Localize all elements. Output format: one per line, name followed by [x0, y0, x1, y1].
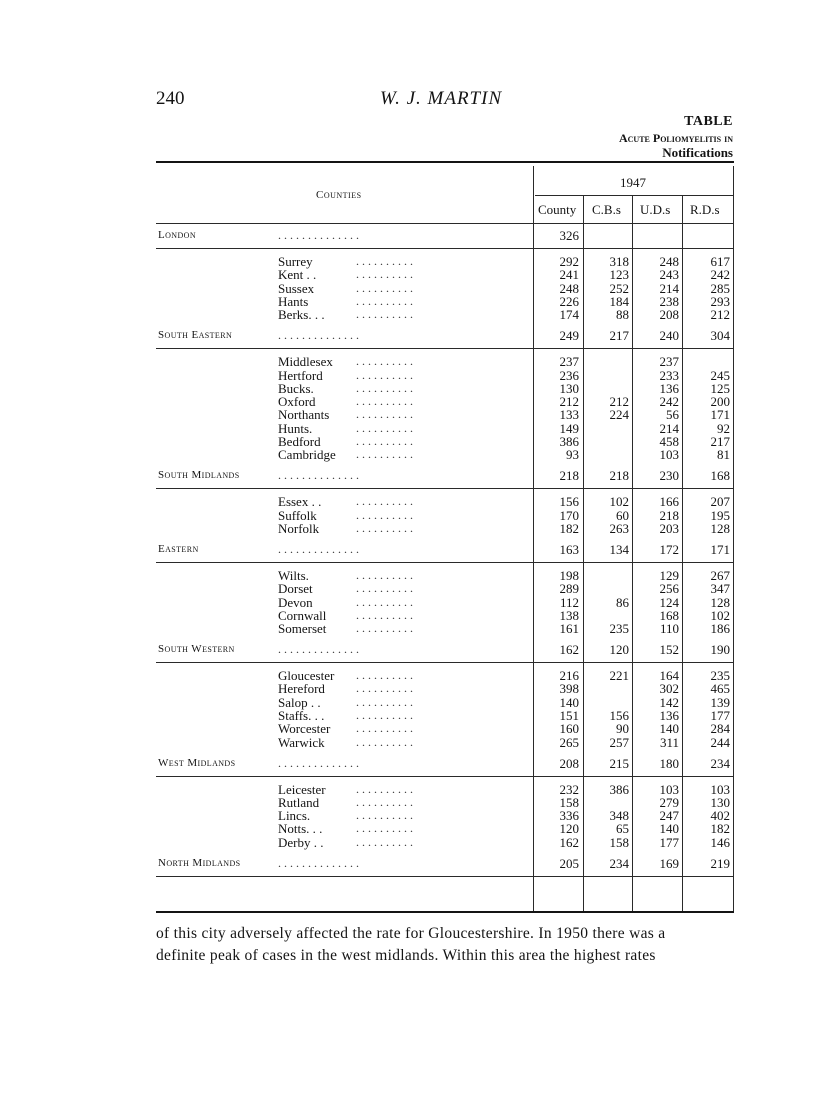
dot-leader: . . . . . . . . . .	[356, 508, 413, 522]
cell-rds: 190	[710, 642, 730, 657]
body-text-line-1: of this city adversely affected the rate for Gloucestershire. In 1950 there was a	[156, 925, 666, 942]
cell-rds: 168	[710, 468, 730, 483]
cell-rds: 217	[710, 434, 730, 449]
cell-rds: 207	[710, 494, 730, 509]
cell-uds: 172	[659, 542, 679, 557]
dot-leader: . . . . . . . . . .	[356, 354, 413, 368]
dot-leader: . . . . . . . . . .	[356, 821, 413, 835]
cell-rds: 617	[710, 254, 730, 269]
dot-leader: . . . . . . . . . .	[356, 254, 413, 268]
dot-leader: . . . . . . . . . .	[356, 407, 413, 421]
cell-rds: 244	[710, 735, 730, 750]
cell-cbs: 235	[609, 621, 629, 636]
cell-uds: 233	[659, 368, 679, 383]
cell-uds: 136	[659, 381, 679, 396]
dot-leader: . . . . . . . . . . . . . .	[278, 642, 359, 656]
cell-cbs: 184	[609, 294, 629, 309]
cell-county: 160	[559, 721, 579, 736]
cell-county: 112	[559, 595, 579, 610]
cell-rds: 130	[710, 795, 730, 810]
cell-uds: 242	[659, 394, 679, 409]
cell-uds: 103	[659, 447, 679, 462]
cell-uds: 164	[659, 668, 679, 683]
dot-leader: . . . . . . . . . .	[356, 394, 413, 408]
dot-leader: . . . . . . . . . . . . . .	[278, 228, 359, 242]
cell-county: 133	[559, 407, 579, 422]
year-underline	[535, 195, 734, 196]
cell-uds: 152	[659, 642, 679, 657]
cell-county: 249	[559, 328, 579, 343]
cell-uds: 136	[659, 708, 679, 723]
county-label: Rutland	[278, 795, 320, 810]
cell-rds: 200	[710, 394, 730, 409]
county-label: Worcester	[278, 721, 331, 736]
cell-cbs: 224	[609, 407, 629, 422]
dot-leader: . . . . . . . . . .	[356, 421, 413, 435]
county-label: Notts. . .	[278, 821, 323, 836]
cell-county: 163	[559, 542, 579, 557]
cell-rds: 171	[710, 407, 730, 422]
cell-cbs: 218	[609, 468, 629, 483]
cell-cbs: 318	[609, 254, 629, 269]
cell-county: 161	[559, 621, 579, 636]
page-number: 240	[156, 88, 185, 109]
cell-uds: 129	[659, 568, 679, 583]
column-divider	[583, 195, 584, 911]
cell-county: 216	[559, 668, 579, 683]
cell-uds: 237	[659, 354, 679, 369]
cell-county: 236	[559, 368, 579, 383]
cell-rds: 128	[710, 595, 730, 610]
cell-county: 232	[559, 782, 579, 797]
dot-leader: . . . . . . . . . . . . . .	[278, 542, 359, 556]
county-label: Cambridge	[278, 447, 336, 462]
cell-county: 138	[559, 608, 579, 623]
col-header-county: County	[538, 202, 577, 217]
county-label: Northants	[278, 407, 330, 422]
cell-uds: 238	[659, 294, 679, 309]
cell-uds: 177	[659, 835, 679, 850]
cell-cbs: 120	[609, 642, 629, 657]
dot-leader: . . . . . . . . . . . . . .	[278, 328, 359, 342]
column-divider	[733, 166, 734, 911]
region-label: North Midlands	[158, 857, 241, 869]
cell-rds: 186	[710, 621, 730, 636]
dot-leader: . . . . . . . . . .	[356, 595, 413, 609]
counties-header: Counties	[316, 189, 362, 201]
cell-county: 398	[559, 681, 579, 696]
cell-county: 289	[559, 581, 579, 596]
dot-leader: . . . . . . . . . .	[356, 494, 413, 508]
region-rule	[156, 348, 734, 349]
cell-rds: 139	[710, 695, 730, 710]
cell-county: 208	[559, 756, 579, 771]
county-label: Sussex	[278, 281, 315, 296]
cell-county: 93	[566, 447, 579, 462]
cell-uds: 230	[659, 468, 679, 483]
cell-rds: 195	[710, 508, 730, 523]
county-label: Surrey	[278, 254, 313, 269]
cell-rds: 81	[717, 447, 730, 462]
dot-leader: . . . . . . . . . . . . . .	[278, 856, 359, 870]
col-header-cbs: C.B.s	[592, 202, 621, 217]
cell-uds: 142	[659, 695, 679, 710]
region-rule	[156, 248, 734, 249]
dot-leader: . . . . . . . . . .	[356, 735, 413, 749]
cell-county: 326	[559, 228, 579, 243]
col-header-uds: U.D.s	[640, 202, 671, 217]
cell-rds: 125	[710, 381, 730, 396]
cell-rds: 92	[717, 421, 730, 436]
dot-leader: . . . . . . . . . .	[356, 708, 413, 722]
cell-cbs: 386	[609, 782, 629, 797]
cell-uds: 248	[659, 254, 679, 269]
region-rule	[156, 562, 734, 563]
cell-rds: 219	[710, 856, 730, 871]
cell-rds: 234	[710, 756, 730, 771]
column-divider	[632, 195, 633, 911]
cell-uds: 166	[659, 494, 679, 509]
region-rule	[156, 776, 734, 777]
county-label: Norfolk	[278, 521, 320, 536]
cell-uds: 140	[659, 721, 679, 736]
dot-leader: . . . . . . . . . .	[356, 668, 413, 682]
cell-cbs: 263	[609, 521, 629, 536]
cell-uds: 214	[659, 421, 679, 436]
cell-uds: 56	[666, 407, 679, 422]
cell-rds: 235	[710, 668, 730, 683]
cell-rds: 177	[710, 708, 730, 723]
cell-county: 120	[559, 821, 579, 836]
cell-cbs: 60	[616, 508, 629, 523]
cell-cbs: 156	[609, 708, 629, 723]
running-head: W. J. MARTIN	[380, 88, 503, 109]
dot-leader: . . . . . . . . . . . . . .	[278, 468, 359, 482]
cell-uds: 218	[659, 508, 679, 523]
dot-leader: . . . . . . . . . .	[356, 381, 413, 395]
cell-uds: 168	[659, 608, 679, 623]
cell-county: 292	[559, 254, 579, 269]
body-text-line-2: definite peak of cases in the west midlands. Within this area the highest rates	[156, 947, 656, 964]
table-subtitle: Notifications	[662, 145, 733, 160]
cell-uds: 140	[659, 821, 679, 836]
table-title: Acute Poliomyelitis in	[618, 131, 733, 145]
county-label: Lincs.	[278, 808, 311, 823]
county-label: Kent . .	[278, 267, 317, 282]
dot-leader: . . . . . . . . . .	[356, 281, 413, 295]
table-top-rule	[156, 161, 734, 163]
county-label: Leicester	[278, 782, 326, 797]
cell-cbs: 257	[609, 735, 629, 750]
dot-leader: . . . . . . . . . .	[356, 835, 413, 849]
county-label: Derby . .	[278, 835, 324, 850]
county-label: Hertford	[278, 368, 323, 383]
cell-uds: 203	[659, 521, 679, 536]
cell-rds: 182	[710, 821, 730, 836]
region-rule	[156, 876, 734, 877]
cell-uds: 311	[659, 735, 679, 750]
cell-rds: 267	[710, 568, 730, 583]
cell-county: 158	[559, 795, 579, 810]
county-label: Devon	[278, 595, 313, 610]
cell-county: 265	[559, 735, 579, 750]
cell-rds: 103	[710, 782, 730, 797]
cell-cbs: 158	[609, 835, 629, 850]
cell-cbs: 215	[609, 756, 629, 771]
county-label: Bucks.	[278, 381, 314, 396]
cell-county: 170	[559, 508, 579, 523]
dot-leader: . . . . . . . . . .	[356, 307, 413, 321]
dot-leader: . . . . . . . . . .	[356, 368, 413, 382]
dot-leader: . . . . . . . . . .	[356, 568, 413, 582]
cell-uds: 110	[659, 621, 679, 636]
cell-uds: 458	[659, 434, 679, 449]
dot-leader: . . . . . . . . . .	[356, 267, 413, 281]
cell-county: 218	[559, 468, 579, 483]
cell-county: 151	[559, 708, 579, 723]
dot-leader: . . . . . . . . . . . . . .	[278, 756, 359, 770]
county-label: Oxford	[278, 394, 316, 409]
cell-county: 212	[559, 394, 579, 409]
cell-uds: 124	[659, 595, 679, 610]
cell-cbs: 234	[609, 856, 629, 871]
region-label: London	[158, 229, 197, 241]
region-label: South Midlands	[158, 469, 240, 481]
cell-county: 237	[559, 354, 579, 369]
cell-rds: 146	[710, 835, 730, 850]
region-rule	[156, 662, 734, 663]
table-label: TABLE	[684, 114, 733, 129]
cell-county: 130	[559, 381, 579, 396]
dot-leader: . . . . . . . . . .	[356, 608, 413, 622]
column-divider	[682, 195, 683, 911]
cell-uds: 240	[659, 328, 679, 343]
cell-cbs: 90	[616, 721, 629, 736]
cell-uds: 103	[659, 782, 679, 797]
cell-uds: 208	[659, 307, 679, 322]
county-label: Hunts.	[278, 421, 313, 436]
cell-cbs: 102	[609, 494, 629, 509]
cell-county: 156	[559, 494, 579, 509]
dot-leader: . . . . . . . . . .	[356, 695, 413, 709]
cell-county: 149	[559, 421, 579, 436]
county-label: Middlesex	[278, 354, 333, 369]
cell-county: 386	[559, 434, 579, 449]
dot-leader: . . . . . . . . . .	[356, 581, 413, 595]
county-label: Essex . .	[278, 494, 322, 509]
county-label: Bedford	[278, 434, 321, 449]
cell-uds: 302	[659, 681, 679, 696]
cell-rds: 102	[710, 608, 730, 623]
cell-county: 174	[559, 307, 579, 322]
cell-cbs: 65	[616, 821, 629, 836]
cell-rds: 347	[710, 581, 730, 596]
cell-rds: 465	[710, 681, 730, 696]
county-label: Suffolk	[278, 508, 317, 523]
cell-rds: 171	[710, 542, 730, 557]
county-label: Dorset	[278, 581, 313, 596]
cell-uds: 214	[659, 281, 679, 296]
county-label: Hants	[278, 294, 309, 309]
cell-uds: 256	[659, 581, 679, 596]
cell-county: 226	[559, 294, 579, 309]
dot-leader: . . . . . . . . . .	[356, 721, 413, 735]
region-label: South Western	[158, 643, 235, 655]
cell-cbs: 123	[609, 267, 629, 282]
dot-leader: . . . . . . . . . .	[356, 621, 413, 635]
header-rule	[156, 223, 734, 224]
region-label: South Eastern	[158, 329, 233, 341]
cell-county: 248	[559, 281, 579, 296]
cell-uds: 247	[659, 808, 679, 823]
dot-leader: . . . . . . . . . .	[356, 434, 413, 448]
cell-rds: 284	[710, 721, 730, 736]
cell-county: 241	[559, 267, 579, 282]
cell-cbs: 86	[616, 595, 629, 610]
cell-rds: 304	[710, 328, 730, 343]
cell-county: 198	[559, 568, 579, 583]
county-label: Warwick	[278, 735, 325, 750]
cell-cbs: 252	[609, 281, 629, 296]
region-label: West Midlands	[158, 757, 236, 769]
cell-rds: 242	[710, 267, 730, 282]
region-label: Eastern	[158, 543, 199, 555]
cell-uds: 279	[659, 795, 679, 810]
dot-leader: . . . . . . . . . .	[356, 521, 413, 535]
cell-cbs: 217	[609, 328, 629, 343]
cell-county: 162	[559, 835, 579, 850]
county-label: Gloucester	[278, 668, 335, 683]
region-rule	[156, 488, 734, 489]
county-label: Somerset	[278, 621, 327, 636]
dot-leader: . . . . . . . . . .	[356, 294, 413, 308]
cell-county: 182	[559, 521, 579, 536]
cell-county: 140	[559, 695, 579, 710]
county-label: Cornwall	[278, 608, 327, 623]
county-label: Berks. . .	[278, 307, 325, 322]
cell-county: 205	[559, 856, 579, 871]
cell-rds: 402	[710, 808, 730, 823]
county-label: Hereford	[278, 681, 325, 696]
cell-cbs: 134	[609, 542, 629, 557]
col-header-rds: R.D.s	[690, 202, 720, 217]
year-header: 1947	[620, 175, 646, 190]
cell-uds: 243	[659, 267, 679, 282]
cell-cbs: 221	[609, 668, 629, 683]
cell-cbs: 88	[616, 307, 629, 322]
county-label: Staffs. . .	[278, 708, 325, 723]
cell-county: 336	[559, 808, 579, 823]
cell-rds: 285	[710, 281, 730, 296]
dot-leader: . . . . . . . . . .	[356, 795, 413, 809]
dot-leader: . . . . . . . . . .	[356, 782, 413, 796]
dot-leader: . . . . . . . . . .	[356, 681, 413, 695]
dot-leader: . . . . . . . . . .	[356, 808, 413, 822]
cell-county: 162	[559, 642, 579, 657]
dot-leader: . . . . . . . . . .	[356, 447, 413, 461]
column-divider	[533, 166, 534, 911]
table-bottom-rule	[156, 911, 734, 913]
cell-uds: 180	[659, 756, 679, 771]
county-label: Salop . .	[278, 695, 321, 710]
cell-rds: 245	[710, 368, 730, 383]
cell-cbs: 212	[609, 394, 629, 409]
cell-rds: 293	[710, 294, 730, 309]
county-label: Wilts.	[278, 568, 309, 583]
cell-cbs: 348	[609, 808, 629, 823]
cell-uds: 169	[659, 856, 679, 871]
cell-rds: 128	[710, 521, 730, 536]
cell-rds: 212	[710, 307, 730, 322]
